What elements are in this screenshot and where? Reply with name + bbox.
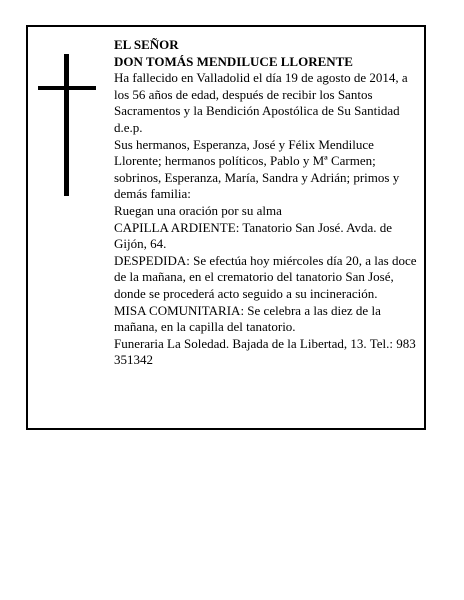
- family-list: Sus hermanos, Esperanza, José y Félix Mendiluce Llorente; hermanos políticos, Pablo y Mª Carmen; sobrinos, Esperanza, María, Sandra y Adrián; primos y demás familia:: [114, 136, 400, 202]
- funeral-home-contact: Funeraria La Soledad. Bajada de la Libertad, 13. Tel.: 983 351342: [114, 335, 416, 368]
- cross-vertical-bar: [64, 54, 69, 196]
- mass-details: MISA COMUNITARIA: Se celebra a las diez de la mañana, en la capilla del tanatorio.: [114, 302, 381, 335]
- prayer-request: Ruegan una oración por su alma: [114, 202, 282, 218]
- deceased-name: DON TOMÁS MENDILUCE LLORENTE: [114, 53, 353, 69]
- obituary-text: [114, 37, 422, 369]
- notice-title: EL SEÑOR: [114, 37, 179, 52]
- death-announcement: Ha fallecido en Valladolid el día 19 de agosto de 2014, a los 56 años de edad, después de recibir los Santos Sacramentos y la Bendición Apostólica de Su Santidad d.e.p.: [114, 70, 408, 135]
- funeral-chapel: CAPILLA ARDIENTE: Tanatorio San José. Avda. de Gijón, 64.: [114, 219, 393, 252]
- cross-horizontal-bar: [38, 86, 96, 90]
- cross-icon: [38, 54, 96, 196]
- farewell-details: DESPEDIDA: Se efectúa hoy miércoles día 20, a las doce de la mañana, en el crematorio del tanatorio San José, donde se procederá acto seguido a su incineración.: [114, 252, 417, 301]
